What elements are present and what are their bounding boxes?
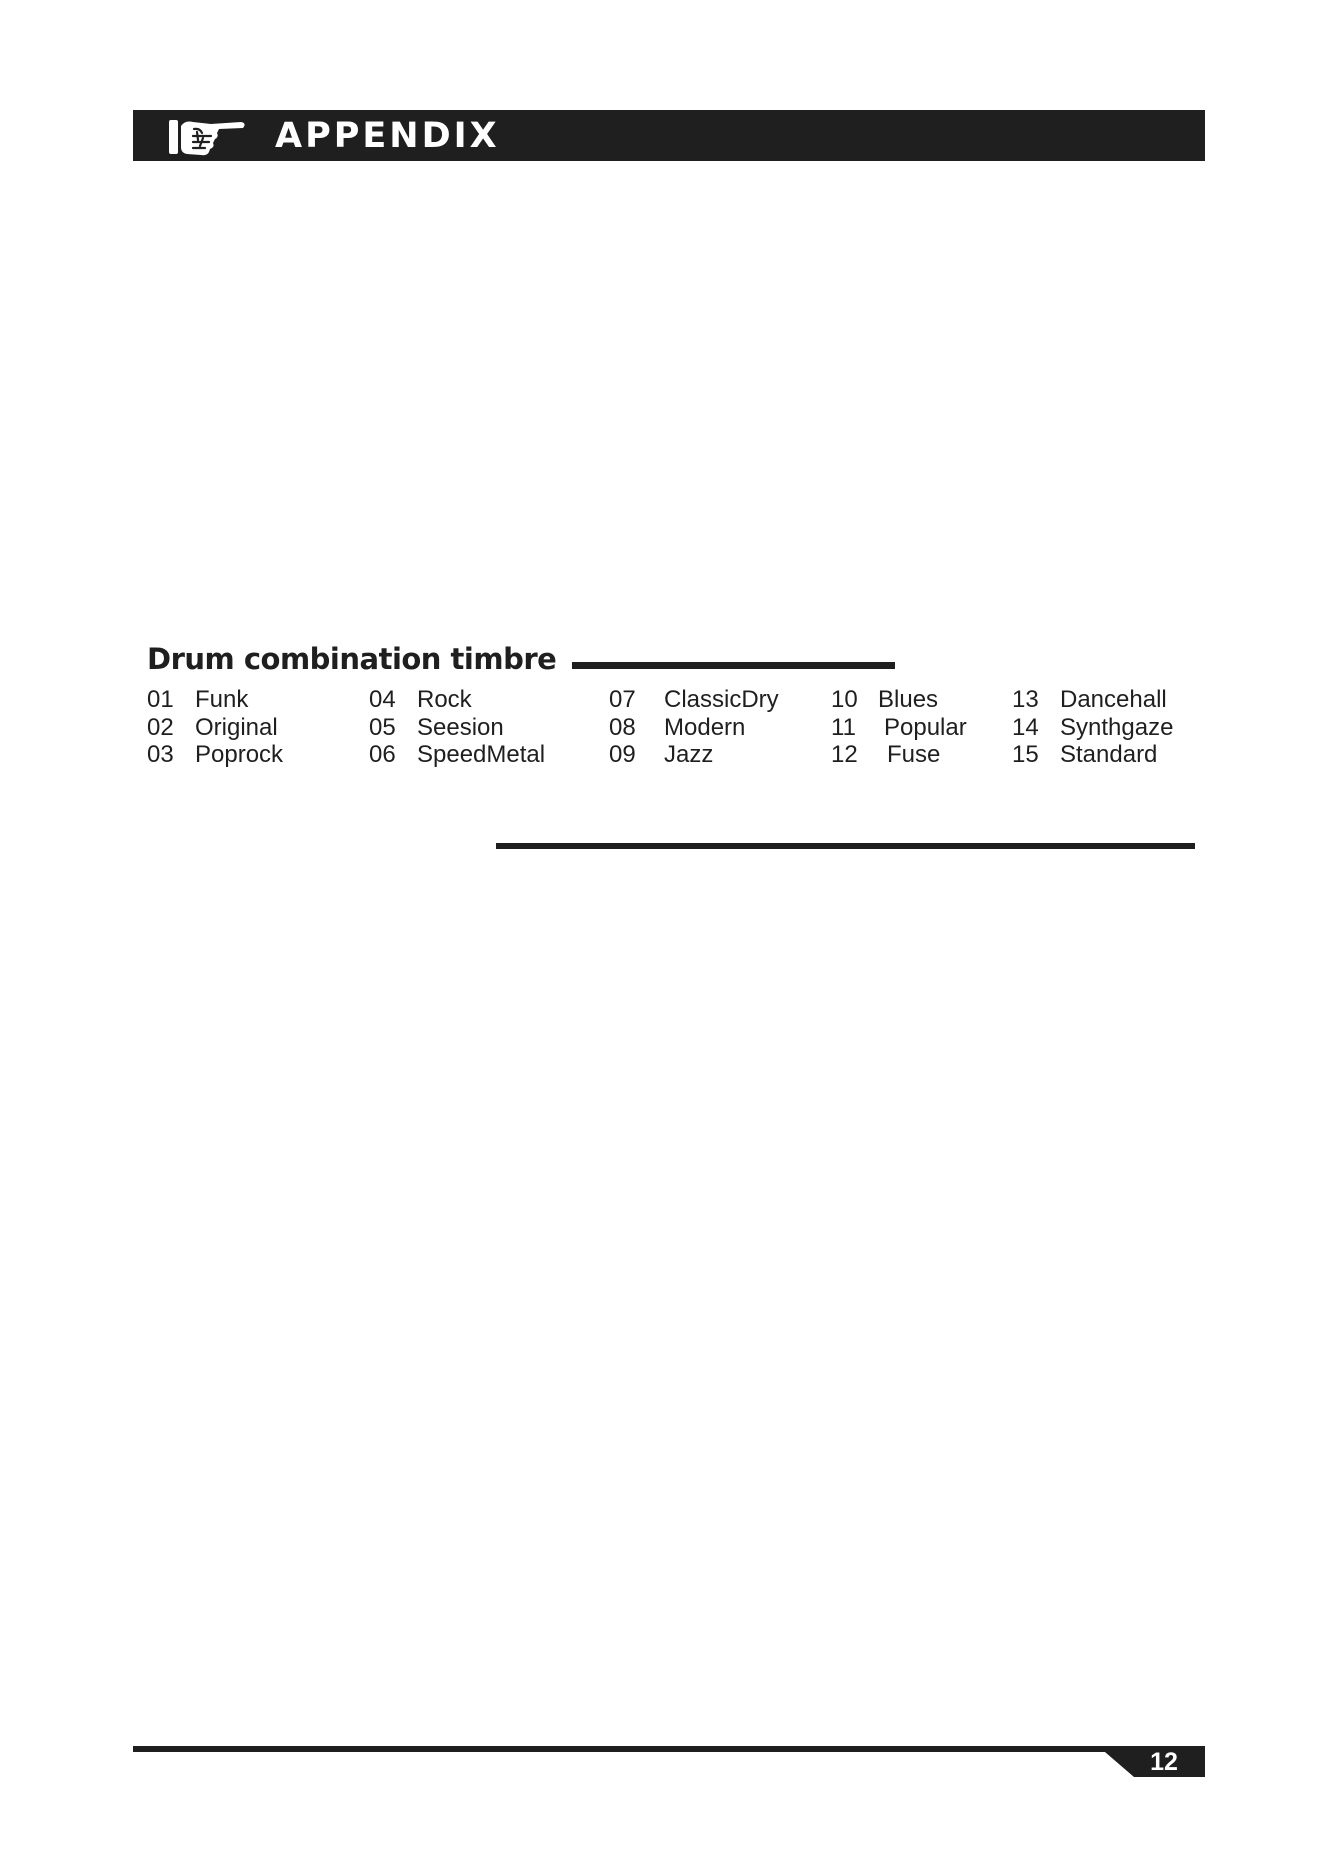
timbre-name: Seesion	[417, 714, 504, 741]
appendix-header	[133, 110, 1205, 161]
timbre-number: 07	[609, 686, 636, 713]
timbre-number: 01	[147, 686, 174, 713]
timbre-number: 05	[369, 714, 396, 741]
timbre-number: 04	[369, 686, 396, 713]
timbre-number: 09	[609, 741, 636, 768]
page-title: APPENDIX	[275, 116, 500, 156]
timbre-number: 15	[1012, 741, 1039, 768]
timbre-name: Popular	[884, 714, 967, 741]
timbre-name: Dancehall	[1060, 686, 1167, 713]
timbre-name: Jazz	[664, 741, 714, 768]
section-divider	[496, 843, 1195, 849]
timbre-number: 10	[831, 686, 858, 713]
heading-rule	[572, 662, 895, 669]
timbre-number: 03	[147, 741, 174, 768]
timbre-number: 12	[831, 741, 858, 768]
timbre-number: 08	[609, 714, 636, 741]
timbre-name: Original	[195, 714, 278, 741]
footer-rule	[133, 1746, 1205, 1752]
timbre-name: Synthgaze	[1060, 714, 1174, 741]
timbre-name: Rock	[417, 686, 472, 713]
timbre-name: Poprock	[195, 741, 284, 768]
timbre-number: 06	[369, 741, 396, 768]
timbre-number: 02	[147, 714, 174, 741]
timbre-name: Blues	[878, 686, 939, 713]
section-heading: Drum combination timbre	[147, 642, 557, 676]
pointing-hand-icon	[167, 114, 247, 158]
timbre-number: 14	[1012, 714, 1039, 741]
timbre-name: Fuse	[887, 741, 941, 768]
timbre-number: 13	[1012, 686, 1039, 713]
timbre-name: ClassicDry	[664, 686, 779, 713]
timbre-name: Funk	[195, 686, 249, 713]
timbre-name: Modern	[664, 714, 746, 741]
timbre-name: Standard	[1060, 741, 1158, 768]
timbre-number: 11	[831, 714, 856, 741]
page-number: 12	[1150, 1748, 1178, 1776]
timbre-list	[0, 686, 1323, 771]
timbre-name: SpeedMetal	[417, 741, 546, 768]
